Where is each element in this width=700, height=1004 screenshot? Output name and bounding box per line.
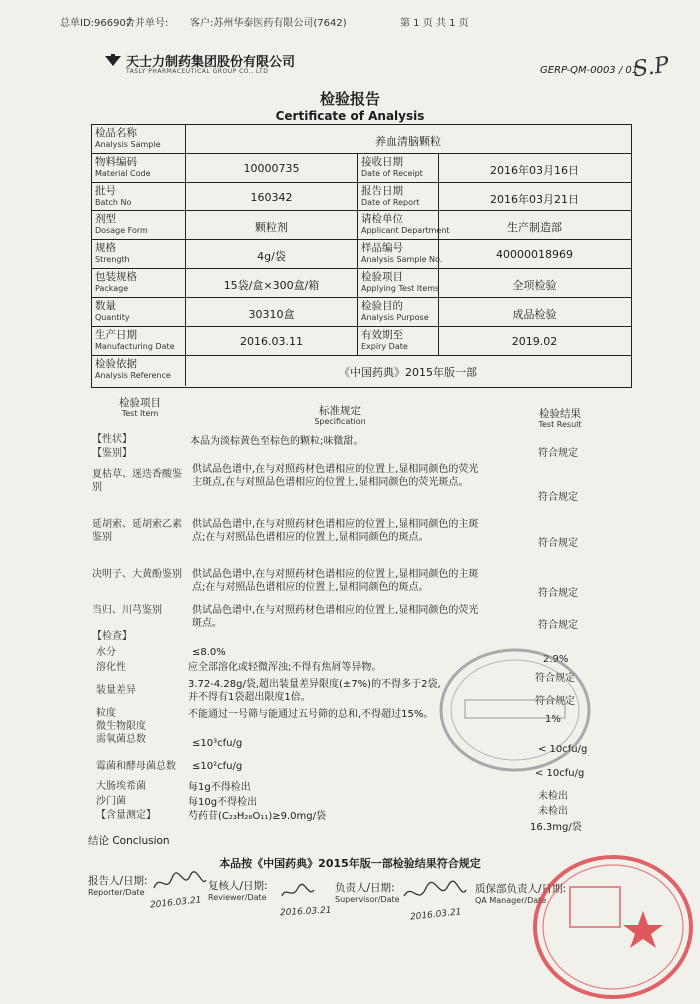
supervisor-signature	[400, 878, 470, 914]
quantity-value: 30310盒	[248, 308, 295, 321]
purpose-value: 成品检验	[512, 308, 557, 321]
purpose-label: 检验目的	[361, 300, 403, 312]
test-row-fill-result: 符合规定	[535, 696, 575, 707]
test-row-moisture-spec: ≤8.0%	[192, 647, 226, 658]
order-id: 总单ID:966907	[60, 18, 133, 29]
test-row-id4-item: 当归、川芎鉴别	[92, 605, 162, 616]
reporter-date: 2016.03.21	[149, 895, 202, 911]
report-date-label-en: Date of Report	[361, 198, 420, 207]
reviewer-label-en: Reviewer/Date	[208, 893, 267, 902]
mfg-date-label-en: Manufacturing Date	[95, 342, 175, 351]
package-value: 15袋/盒×300盒/箱	[223, 279, 320, 292]
supervisor-label-en: Supervisor/Date	[335, 895, 400, 904]
test-row-salmonella-spec: 每10g不得检出	[188, 797, 258, 808]
purpose-label-en: Analysis Purpose	[361, 313, 429, 322]
receipt-date-value: 2016年03月16日	[490, 164, 579, 177]
analysis-sample-label: 检品名称	[95, 127, 137, 139]
reference-label: 检验依据	[95, 358, 137, 370]
expiry-date-value: 2019.02	[511, 335, 558, 348]
receipt-date-label: 接收日期	[361, 156, 403, 168]
sample-no-value: 40000018969	[496, 248, 573, 261]
test-row-moisture-result: 2.9%	[543, 654, 569, 665]
dosage-form-value: 颗粒剂	[255, 221, 288, 234]
test-row-fill-item: 装量差异	[96, 685, 136, 696]
supervisor-date: 2016.03.21	[409, 907, 462, 923]
test-row-appearance-spec: 本品为淡棕黄色至棕色的颗粒;味微甜。	[190, 436, 364, 447]
sample-no-label-en: Analysis Sample No.	[361, 255, 443, 264]
test-row-id1-result: 符合规定	[538, 492, 578, 503]
dosage-form-label: 剂型	[95, 213, 116, 225]
mfg-date-label: 生产日期	[95, 329, 137, 341]
test-items-label-en: Applying Test Items	[361, 284, 440, 293]
quantity-label: 数量	[95, 300, 116, 312]
test-row-id1-spec: 供试品色谱中,在与对照药材色谱相应的位置上,显相同颜色的荧光主斑点,在与对照品色谱相应的位置上,显相同颜色的荧光斑点。	[192, 464, 479, 488]
expiry-date-label: 有效期至	[361, 329, 403, 341]
batch-no-value: 160342	[250, 191, 293, 204]
applicant-dept-label: 请检单位	[361, 213, 403, 225]
test-row-mould-spec: ≤10²cfu/g	[192, 761, 243, 772]
applicant-dept-label-en: Applicant Department	[361, 226, 450, 235]
test-row-particle-spec: 不能通过一号筛与能通过五号筛的总和,不得超过15%。	[188, 709, 434, 720]
test-row-moisture-item: 水分	[96, 647, 116, 658]
test-row-solubility-result: 符合规定	[535, 673, 575, 684]
test-row-appearance-item: 【性状】	[92, 434, 132, 445]
test-row-appearance-result: 符合规定	[538, 448, 578, 459]
test-row-solubility-spec: 应全部溶化或轻微浑浊;不得有焦屑等异物。	[188, 662, 382, 673]
quantity-label-en: Quantity	[95, 313, 130, 322]
test-items-value: 全项检验	[512, 279, 557, 292]
handwritten-mark: S.P	[631, 52, 671, 83]
test-item-header-en: Test Item	[121, 409, 159, 418]
test-row-ecoli-result: 未检出	[538, 791, 568, 802]
test-row-id2-item: 延胡索、延胡索乙素鉴别	[92, 519, 182, 543]
strength-label: 规格	[95, 242, 116, 254]
material-code-label-en: Material Code	[95, 169, 151, 178]
strength-value: 4g/袋	[257, 250, 286, 263]
test-row-solubility-item: 溶化性	[96, 662, 126, 673]
page-title: 检验报告	[319, 90, 380, 108]
test-row-id1-item: 夏枯草、迷迭香酸鉴别	[92, 469, 182, 493]
reference-label-en: Analysis Reference	[95, 371, 171, 380]
reviewer-label: 复核人/日期:	[208, 880, 268, 892]
test-row-id3-spec: 供试品色谱中,在与对照药材色谱相应的位置上,显相同颜色的主斑点;在与对照品色谱相应的位置上,显相同颜色的斑点。	[192, 569, 479, 593]
company-seal	[525, 845, 695, 1004]
result-header: 检验结果	[539, 408, 581, 420]
doc-code: GERP-QM-0003 / 01	[540, 65, 639, 76]
test-row-ecoli-item: 大肠埃希菌	[96, 781, 146, 792]
batch-no-label-en: Batch No	[95, 198, 132, 207]
test-row-salmonella-item: 沙门菌	[96, 796, 126, 807]
page-indicator: 第 1 页 共 1 页	[400, 18, 469, 29]
receipt-date-label-en: Date of Receipt	[361, 169, 423, 178]
company-name-en: TASLY PHARMACEUTICAL GROUP CO., LTD	[126, 68, 269, 75]
sample-no-label: 样品编号	[361, 242, 403, 254]
test-section-identification: 【鉴别】	[92, 448, 132, 459]
test-section-checks: 【检查】	[92, 631, 132, 642]
mfg-date-value: 2016.03.11	[240, 335, 303, 348]
report-date-value: 2016年03月21日	[490, 193, 579, 206]
material-code-value: 10000735	[243, 162, 300, 175]
customer: 客户:苏州华泰医药有限公司(7642)	[190, 18, 347, 29]
spec-header-en: Specification	[314, 417, 366, 426]
qa-manager-label-en: QA Manager/Date	[475, 896, 547, 905]
contract-no: 合并单号:	[125, 18, 169, 29]
reporter-label-en: Reporter/Date	[88, 888, 145, 897]
test-row-fill-spec: 3.72-4.28g/袋,超出装量差异限度(±7%)的不得多于2袋,并不得有1袋超出限度1倍。	[188, 679, 441, 703]
reviewer-date: 2016.03.21	[279, 905, 332, 919]
supervisor-label: 负责人/日期:	[335, 882, 395, 894]
inspection-stamp	[435, 640, 595, 784]
dosage-form-label-en: Dosage Form	[95, 226, 148, 235]
test-row-particle-item: 粒度	[96, 708, 116, 719]
test-row-id3-result: 符合规定	[538, 588, 578, 599]
conclusion-text: 本品按《中国药典》2015年版一部检验结果符合规定	[219, 857, 481, 870]
test-row-assay-result: 16.3mg/袋	[530, 822, 582, 833]
test-row-assay-spec: 芍药苷(C₂₃H₂₈O₁₁)≥9.0mg/袋	[188, 811, 326, 822]
package-label-en: Package	[95, 284, 129, 293]
reviewer-signature	[278, 880, 318, 910]
company-logo-icon	[103, 53, 123, 72]
reporter-label: 报告人/日期:	[88, 875, 148, 887]
strength-label-en: Strength	[95, 255, 130, 264]
test-row-id4-spec: 供试品色谱中,在与对照药材色谱相应的位置上,显相同颜色的荧光斑点。	[192, 605, 479, 629]
reference-value: 《中国药典》2015年版一部	[339, 366, 477, 379]
test-row-mould-result: < 10cfu/g	[535, 768, 585, 779]
test-row-salmonella-result: 未检出	[538, 806, 568, 817]
batch-no-label: 批号	[95, 185, 116, 197]
company-name-cn: 天士力制药集团股份有限公司	[126, 55, 296, 70]
material-code-label: 物料编码	[95, 156, 137, 168]
spec-header: 标准规定	[319, 405, 361, 417]
applicant-dept-value: 生产制造部	[507, 221, 562, 234]
test-row-mould-item: 霉菌和酵母菌总数	[96, 761, 176, 772]
analysis-sample-label-en: Analysis Sample	[95, 140, 161, 149]
test-row-particle-result: 1%	[545, 714, 561, 725]
test-section-microbial: 微生物限度	[96, 721, 146, 732]
result-header-en: Test Result	[538, 420, 582, 429]
test-row-aerobic-spec: ≤10³cfu/g	[192, 738, 243, 749]
package-label: 包装规格	[95, 271, 137, 283]
test-row-ecoli-spec: 每1g不得检出	[188, 782, 251, 793]
conclusion-label: 结论 Conclusion	[88, 835, 170, 847]
expiry-date-label-en: Expiry Date	[361, 342, 408, 351]
test-row-assay-item: 【含量测定】	[96, 810, 156, 821]
test-item-header: 检验项目	[119, 397, 161, 409]
test-row-id2-spec: 供试品色谱中,在与对照药材色谱相应的位置上,显相同颜色的主斑点;在与对照品色谱相应的位置上,显相同颜色的斑点。	[192, 519, 479, 543]
test-row-id4-result: 符合规定	[538, 620, 578, 631]
test-row-id3-item: 决明子、大黄酚鉴别	[92, 569, 182, 580]
reporter-signature	[150, 868, 210, 902]
test-row-id2-result: 符合规定	[538, 538, 578, 549]
test-row-aerobic-item: 需氧菌总数	[96, 734, 146, 745]
report-date-label: 报告日期	[361, 185, 403, 197]
analysis-sample-value: 养血清脑颗粒	[375, 135, 441, 148]
test-row-aerobic-result: < 10cfu/g	[538, 744, 588, 755]
test-items-label: 检验项目	[361, 271, 403, 283]
page-subtitle: Certificate of Analysis	[275, 109, 425, 123]
qa-manager-label: 质保部负责人/日期:	[475, 883, 567, 895]
